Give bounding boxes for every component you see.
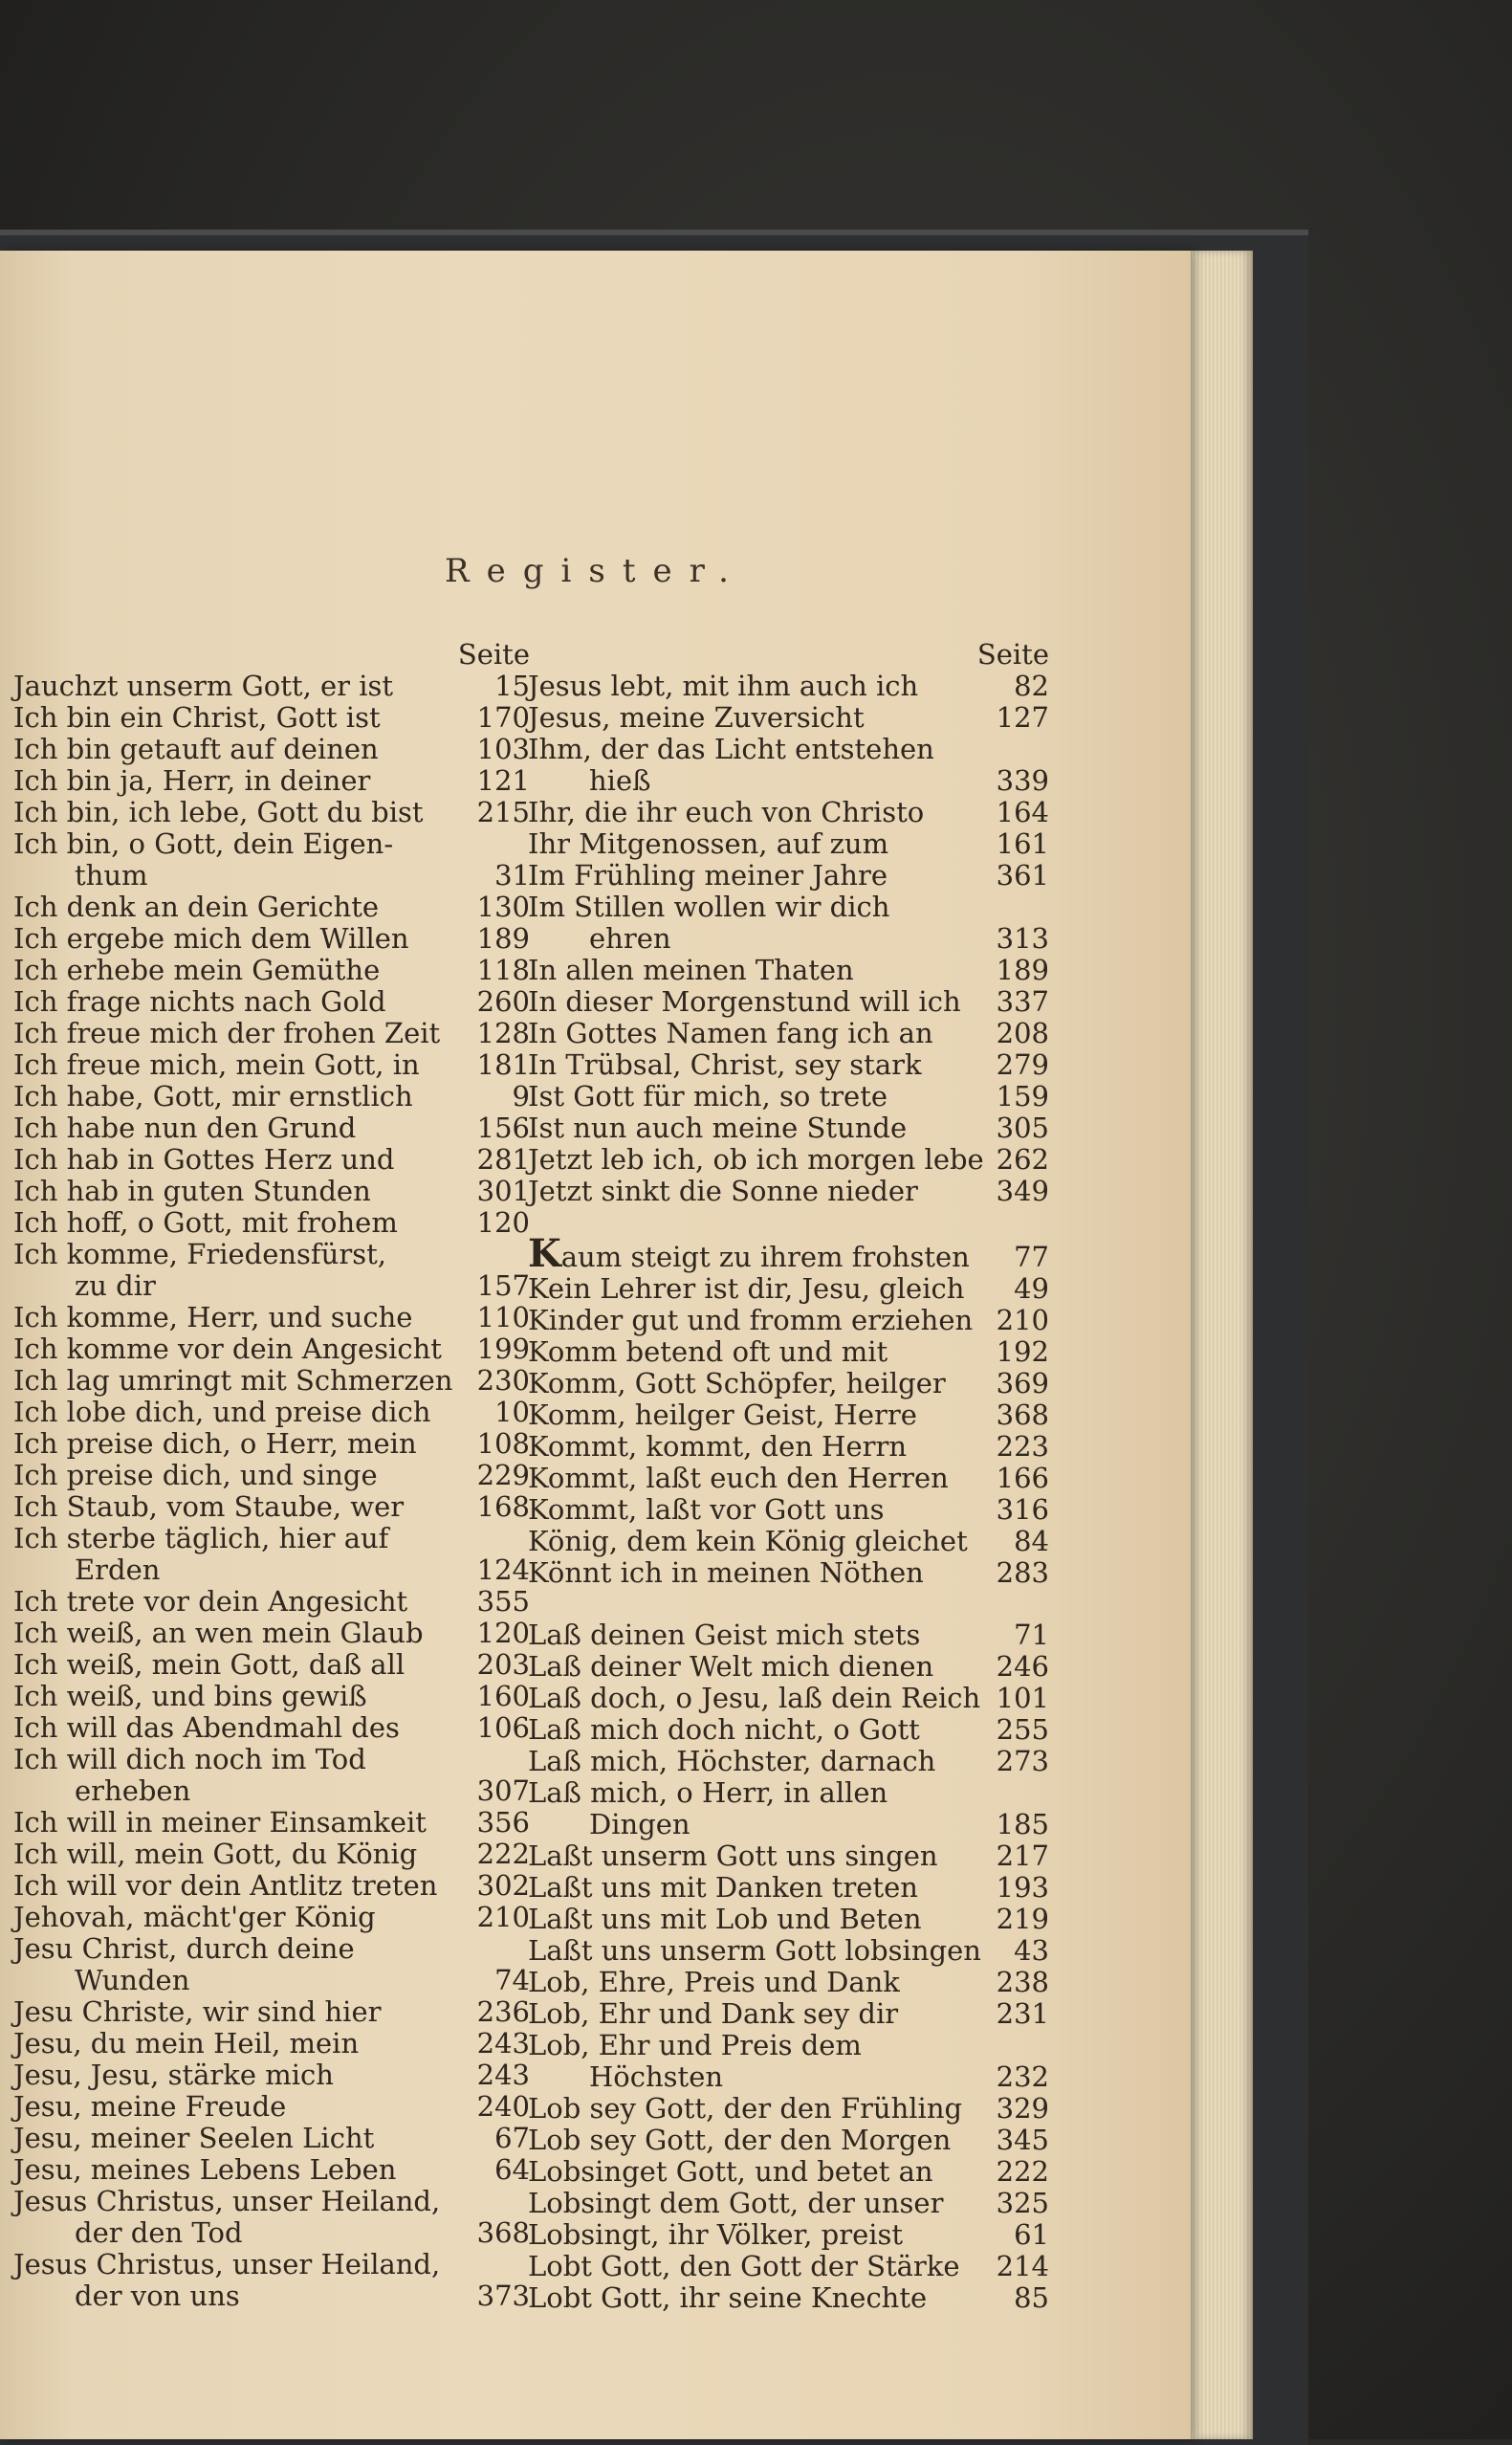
entry-continuation: Wunden: [75, 1964, 190, 1996]
page-number: 43: [1014, 1934, 1049, 1967]
index-entry: [13, 1523, 530, 1586]
page-number: 164: [996, 796, 1049, 828]
index-entry: [528, 1777, 1049, 1840]
index-entry: [13, 1807, 530, 1839]
entry-title: Ich denk an dein Gerichte: [13, 891, 380, 923]
page-number: 156: [476, 1112, 530, 1144]
entry-title: Ich habe nun den Grund: [13, 1112, 357, 1144]
index-entry: [13, 828, 530, 892]
index-entry: [528, 1935, 1049, 1967]
index-entry: [528, 1273, 1049, 1305]
index-entry: [13, 2123, 530, 2154]
entry-title: Lobsingt, ihr Völker, preist: [528, 2218, 904, 2251]
page-number: 159: [996, 1080, 1049, 1112]
page-number: 9: [512, 1080, 530, 1112]
entry-title: Ich ergebe mich dem Willen: [13, 922, 409, 955]
index-entry: [528, 1305, 1049, 1336]
page-number: 161: [996, 827, 1049, 860]
entry-title: Lob, Ehr und Preis dem: [528, 2029, 862, 2061]
entry-title: Ich bin ein Christ, Gott ist: [13, 701, 381, 734]
index-entry: [528, 2030, 1049, 2093]
index-entry: [528, 828, 1049, 860]
page-number: 313: [996, 922, 1049, 955]
page-number: 108: [476, 1427, 530, 1460]
page-number: 103: [476, 733, 530, 765]
page-number: 232: [996, 2060, 1049, 2093]
page-number: 181: [476, 1048, 530, 1081]
index-entry: [13, 1996, 530, 2028]
index-entry: [13, 1365, 530, 1397]
entry-title: Komm, heilger Geist, Herre: [528, 1399, 917, 1431]
index-entry: [528, 1144, 1049, 1176]
entry-continuation: der den Tod: [75, 2216, 243, 2249]
index-entry: [528, 1049, 1049, 1081]
entry-title: Kommt, laßt euch den Herren: [528, 1462, 949, 1494]
entry-title: Jesus, meine Zuversicht: [528, 701, 865, 734]
page-number: 170: [476, 701, 530, 734]
index-entry: [13, 1239, 530, 1302]
page-number: 369: [996, 1367, 1049, 1399]
entry-title: Jetzt leb ich, ob ich morgen lebe: [528, 1143, 984, 1176]
page-number: 189: [476, 922, 530, 955]
entry-title: Ihr, die ihr euch von Christo: [528, 796, 925, 828]
index-entry: [528, 1336, 1049, 1368]
page-number: 208: [996, 1017, 1049, 1049]
page-number: 157: [476, 1269, 530, 1302]
entry-title: Jesu, Jesu, stärke mich: [13, 2059, 334, 2091]
page-number: 283: [996, 1556, 1049, 1589]
entry-title: Lob sey Gott, der den Morgen: [528, 2124, 952, 2156]
index-entry: [528, 2156, 1049, 2188]
page-number: 246: [996, 1650, 1049, 1683]
index-entry: [528, 1176, 1049, 1207]
index-entry: [13, 1712, 530, 1744]
entry-title: Laß mich doch nicht, o Gott: [528, 1713, 920, 1746]
page-number: 305: [996, 1112, 1049, 1144]
page-number: 307: [476, 1774, 530, 1807]
entry-title: In allen meinen Thaten: [528, 954, 854, 986]
entry-title: Kommt, laßt vor Gott uns: [528, 1493, 885, 1526]
index-entry: [13, 1049, 530, 1081]
entry-title: Laßt uns mit Lob und Beten: [528, 1903, 922, 1935]
index-entry: [528, 1526, 1049, 1557]
page-number: 355: [476, 1585, 530, 1618]
index-entry: [528, 797, 1049, 828]
entry-title: Ich weiß, und bins gewiß: [13, 1680, 367, 1712]
index-entry: [13, 797, 530, 828]
index-entry: [528, 1840, 1049, 1872]
page-number: 368: [996, 1399, 1049, 1431]
entry-title: Ich komme vor dein Angesicht: [13, 1333, 442, 1365]
entry-title: Ich preise dich, o Herr, mein: [13, 1427, 417, 1460]
entry-continuation: erheben: [75, 1774, 191, 1807]
entry-title: Jesu, du mein Heil, mein: [13, 2027, 360, 2060]
page-number: 185: [996, 1808, 1049, 1840]
page-number: 301: [476, 1175, 530, 1207]
index-entry: [528, 1619, 1049, 1651]
group-gap: [528, 1589, 1049, 1619]
index-entry: [528, 1746, 1049, 1777]
index-entry: [528, 1872, 1049, 1904]
page-number: 118: [476, 954, 530, 986]
index-entry: [528, 1557, 1049, 1589]
entry-title: Laß deinen Geist mich stets: [528, 1619, 921, 1651]
page-number: 120: [476, 1206, 530, 1239]
page-number: 236: [476, 1995, 530, 2028]
entry-title: Ich will, mein Gott, du König: [13, 1838, 418, 1870]
entry-title: Ich bin, ich lebe, Gott du bist: [13, 796, 424, 828]
entry-title: Ich lag umringt mit Schmerzen: [13, 1364, 453, 1397]
entry-title: Jesu, meine Freude: [13, 2090, 287, 2123]
page-number: 262: [996, 1143, 1049, 1176]
entry-title: Ich trete vor dein Angesicht: [13, 1585, 408, 1618]
page-number: 361: [996, 859, 1049, 892]
index-entry: [13, 2060, 530, 2091]
entry-title: Ich erhebe mein Gemüthe: [13, 954, 381, 986]
index-entry: [13, 765, 530, 797]
index-entry: [13, 1491, 530, 1523]
index-entry: [528, 2219, 1049, 2251]
entry-title: Lob, Ehre, Preis und Dank: [528, 1966, 900, 1998]
page-number: 316: [996, 1493, 1049, 1526]
entry-continuation: hieß: [589, 764, 651, 797]
entry-title: Ich bin, o Gott, dein Eigen-: [13, 827, 394, 860]
entry-title: Lobt Gott, den Gott der Stärke: [528, 2250, 960, 2282]
index-entry: [13, 1933, 530, 1996]
entry-list-left: [13, 671, 530, 2312]
page-number: 222: [996, 2155, 1049, 2188]
entry-title: Ich Staub, vom Staube, wer: [13, 1490, 405, 1523]
index-entry: [528, 1494, 1049, 1526]
page-number: 203: [476, 1648, 530, 1681]
entry-title: Ihm, der das Licht entstehen: [528, 733, 934, 765]
index-entry: [13, 892, 530, 923]
entry-title: Laß mich, Höchster, darnach: [528, 1745, 936, 1777]
page-number: 349: [996, 1175, 1049, 1207]
index-entry: [528, 1112, 1049, 1144]
entry-title: Im Frühling meiner Jahre: [528, 859, 887, 892]
page-number: 130: [476, 891, 530, 923]
entry-title: Lobsingt dem Gott, der unser: [528, 2187, 944, 2219]
index-column-left: [13, 638, 530, 2312]
index-entry: [13, 1302, 530, 1333]
page-number: 106: [476, 1711, 530, 1744]
page-number: 210: [996, 1304, 1049, 1336]
page-number: 302: [476, 1869, 530, 1902]
page-number: 325: [996, 2187, 1049, 2219]
entry-continuation: ehren: [589, 922, 671, 955]
index-entry: [13, 1176, 530, 1207]
page-number: 15: [494, 670, 530, 702]
entry-title: Komm betend oft und mit: [528, 1335, 888, 1368]
initial-letter: K: [528, 1231, 561, 1276]
entry-title: Ist Gott für mich, so trete: [528, 1080, 888, 1112]
index-entry: [528, 986, 1049, 1018]
page-number: 101: [996, 1682, 1049, 1714]
page-number: 230: [476, 1364, 530, 1397]
entry-title: Ist nun auch meine Stunde: [528, 1112, 908, 1144]
entry-title: Ich will dich noch im Tod: [13, 1743, 366, 1775]
entry-title: Ich preise dich, und singe: [13, 1459, 378, 1491]
page-number: 64: [494, 2153, 530, 2186]
page-number: 238: [996, 1966, 1049, 1998]
entry-title: Jesus lebt, mit ihm auch ich: [528, 670, 919, 702]
index-entry: [13, 1460, 530, 1491]
page-number: 49: [1014, 1272, 1049, 1305]
index-entry: [13, 1681, 530, 1712]
entry-title: Lobsinget Gott, und betet an: [528, 2155, 933, 2188]
page-number: 337: [996, 985, 1049, 1018]
entry-title: In dieser Morgenstund will ich: [528, 985, 961, 1018]
page-number: 231: [996, 1997, 1049, 2030]
index-entry: [13, 955, 530, 986]
index-entry: [528, 2093, 1049, 2125]
page-edge: [1181, 251, 1253, 2439]
entry-title: Ich weiß, an wen mein Glaub: [13, 1617, 424, 1649]
page-number: 192: [996, 1335, 1049, 1368]
entry-title: Kein Lehrer ist dir, Jesu, gleich: [528, 1272, 965, 1305]
page-number: 222: [476, 1838, 530, 1870]
index-entry: [13, 1902, 530, 1933]
entry-title: Laß doch, o Jesu, laß dein Reich: [528, 1682, 981, 1714]
page-number: 255: [996, 1713, 1049, 1746]
index-entry: [13, 2186, 530, 2249]
index-entry: [528, 1018, 1049, 1049]
page-number: 356: [476, 1806, 530, 1839]
entry-title: Laß mich, o Herr, in allen: [528, 1776, 888, 1809]
page-number: 160: [476, 1680, 530, 1712]
index-entry: [528, 1463, 1049, 1494]
entry-title: Ich lobe dich, und preise dich: [13, 1396, 431, 1428]
book-page: [0, 251, 1191, 2439]
page-number: 243: [476, 2027, 530, 2060]
index-entry: [13, 1428, 530, 1460]
entry-continuation: thum: [75, 859, 148, 892]
index-entry: [528, 1651, 1049, 1683]
page-number: 223: [996, 1430, 1049, 1463]
entry-continuation: Höchsten: [589, 2060, 724, 2093]
group-gap: [528, 1207, 1049, 1238]
page-number: 74: [494, 1964, 530, 1996]
index-entry: [528, 1998, 1049, 2030]
page-number: 110: [476, 1301, 530, 1333]
entry-title: Jesu Christ, durch deine: [13, 1932, 355, 1965]
index-entry: [13, 2028, 530, 2060]
page-number: 373: [476, 2280, 530, 2312]
entry-title: Ich freue mich, mein Gott, in: [13, 1048, 420, 1081]
index-entry: [13, 2091, 530, 2123]
page-number: 281: [476, 1143, 530, 1176]
index-entry: [13, 1112, 530, 1144]
index-entry: [13, 1586, 530, 1618]
entry-title: Ich komme, Herr, und suche: [13, 1301, 413, 1333]
page-number: 368: [476, 2216, 530, 2249]
index-entry: [13, 2154, 530, 2186]
page-number: 243: [476, 2059, 530, 2091]
index-entry: [13, 734, 530, 765]
entry-title: In Gottes Namen fang ich an: [528, 1017, 933, 1049]
entry-title: Lob, Ehr und Dank sey dir: [528, 1997, 899, 2030]
index-entry: [13, 1744, 530, 1807]
entry-title: Jetzt sinkt die Sonne nieder: [528, 1175, 918, 1207]
entry-title: Jesu Christe, wir sind hier: [13, 1995, 382, 2028]
entry-title: Jesus Christus, unser Heiland,: [13, 2185, 441, 2217]
entry-title: Ich frage nichts nach Gold: [13, 985, 386, 1018]
index-entry: [13, 1144, 530, 1176]
page-number: 128: [476, 1017, 530, 1049]
entry-title: Kinder gut und fromm erziehen: [528, 1304, 974, 1336]
entry-title: Ihr Mitgenossen, auf zum: [528, 827, 889, 860]
page-number: 71: [1014, 1619, 1049, 1651]
page-number: 339: [996, 764, 1049, 797]
entry-title: Ich hoff, o Gott, mit frohem: [13, 1206, 398, 1239]
page-number: 217: [996, 1839, 1049, 1872]
entry-title: Komm, Gott Schöpfer, heilger: [528, 1367, 946, 1399]
page-number: 85: [1014, 2281, 1049, 2314]
entry-title: Lobt Gott, ihr seine Knechte: [528, 2281, 928, 2314]
page-number: 329: [996, 2092, 1049, 2125]
page-number: 193: [996, 1871, 1049, 1904]
page-number: 279: [996, 1048, 1049, 1081]
index-entry: [13, 923, 530, 955]
entry-title: Im Stillen wollen wir dich: [528, 891, 890, 923]
entry-title: Jauchzt unserm Gott, er ist: [13, 670, 394, 702]
index-entry: [528, 2188, 1049, 2219]
page-number: 199: [476, 1333, 530, 1365]
entry-continuation: zu dir: [75, 1269, 156, 1302]
index-entry: [13, 1839, 530, 1870]
index-entry: [528, 2125, 1049, 2156]
index-entry: [13, 1649, 530, 1681]
entry-title: Jesu, meiner Seelen Licht: [13, 2122, 375, 2154]
entry-continuation: der von uns: [75, 2280, 240, 2312]
entry-title: Ich sterbe täglich, hier auf: [13, 1522, 389, 1554]
index-entry: [528, 1399, 1049, 1431]
page-number: 229: [476, 1459, 530, 1491]
index-entry: [528, 860, 1049, 892]
page-number: 124: [476, 1553, 530, 1586]
page-title: Register.: [445, 552, 746, 590]
index-entry: [13, 1870, 530, 1902]
index-entry: [13, 1618, 530, 1649]
page-number: 10: [494, 1396, 530, 1428]
entry-title: Ich habe, Gott, mir ernstlich: [13, 1080, 413, 1112]
index-entry: [13, 1081, 530, 1112]
index-entry: [13, 702, 530, 734]
entry-title: Laßt unserm Gott uns singen: [528, 1839, 938, 1872]
index-entry: [528, 2282, 1049, 2314]
page-number: 82: [1014, 670, 1049, 702]
page-number: 273: [996, 1745, 1049, 1777]
entry-title: Ich bin getauft auf deinen: [13, 733, 379, 765]
index-entry: [528, 1683, 1049, 1714]
index-entry: [528, 1714, 1049, 1746]
page-number: 121: [476, 764, 530, 797]
page-number: 240: [476, 2090, 530, 2123]
page-number: 214: [996, 2250, 1049, 2282]
page-number: 215: [476, 796, 530, 828]
index-entry: [13, 1397, 530, 1428]
index-entry: [13, 1207, 530, 1239]
index-entry: [528, 1231, 1049, 1276]
index-entry: [528, 671, 1049, 702]
entry-list-right: [528, 671, 1049, 2314]
entry-title: Ich weiß, mein Gott, daß all: [13, 1648, 405, 1681]
entry-title: Lob sey Gott, der den Frühling: [528, 2092, 963, 2125]
entry-title: Laß deiner Welt mich dienen: [528, 1650, 934, 1683]
page-number: 345: [996, 2124, 1049, 2156]
index-entry: [13, 671, 530, 702]
index-entry: [13, 1018, 530, 1049]
entry-title: Ich freue mich der frohen Zeit: [13, 1017, 441, 1049]
page-number: 84: [1014, 1525, 1049, 1557]
seite-label-right: Seite: [976, 638, 1049, 671]
index-entry: [528, 702, 1049, 734]
page-number: 120: [476, 1617, 530, 1649]
index-entry: [528, 1368, 1049, 1399]
entry-title: Kommt, kommt, den Herrn: [528, 1430, 908, 1463]
entry-title: Kaum steigt zu ihrem frohsten: [528, 1231, 970, 1276]
index-entry: [528, 734, 1049, 797]
index-entry: [528, 2251, 1049, 2282]
page-number: 67: [494, 2122, 530, 2154]
page-number: 219: [996, 1903, 1049, 1935]
index-entry: [528, 1904, 1049, 1935]
page-number: 61: [1014, 2218, 1049, 2251]
page-number: 189: [996, 954, 1049, 986]
index-entry: [528, 955, 1049, 986]
entry-continuation: Erden: [75, 1553, 161, 1586]
index-entry: [13, 2249, 530, 2312]
entry-title: Jesu, meines Lebens Leben: [13, 2153, 397, 2186]
page-number: 31: [494, 859, 530, 892]
index-column-right: [528, 638, 1049, 2314]
entry-title: Ich hab in guten Stunden: [13, 1175, 371, 1207]
index-entry: [528, 1967, 1049, 1998]
entry-title: Ich will in meiner Einsamkeit: [13, 1806, 427, 1839]
index-entry: [528, 1081, 1049, 1112]
page-number: 210: [476, 1901, 530, 1933]
index-entry: [13, 986, 530, 1018]
entry-title: Jehovah, mächt'ger König: [13, 1901, 376, 1933]
index-entry: [528, 892, 1049, 955]
entry-title: Ich hab in Gottes Herz und: [13, 1143, 395, 1176]
entry-continuation: Dingen: [589, 1808, 690, 1840]
page-number: 77: [1014, 1241, 1049, 1273]
entry-title: In Trübsal, Christ, sey stark: [528, 1048, 922, 1081]
index-entry: [13, 1333, 530, 1365]
entry-title: Könnt ich in meinen Nöthen: [528, 1556, 924, 1589]
index-entry: [528, 1431, 1049, 1463]
entry-title: Laßt uns mit Danken treten: [528, 1871, 918, 1904]
seite-label-left: Seite: [457, 638, 530, 671]
entry-title: Laßt uns unserm Gott lobsingen: [528, 1934, 981, 1967]
page-number: 166: [996, 1462, 1049, 1494]
entry-title: Ich bin ja, Herr, in deiner: [13, 764, 371, 797]
entry-title: Ich will vor dein Antlitz treten: [13, 1869, 438, 1902]
entry-title: Ich will das Abendmahl des: [13, 1711, 400, 1744]
entry-title: Ich komme, Friedensfürst,: [13, 1238, 386, 1270]
page-number: 168: [476, 1490, 530, 1523]
page-number: 260: [476, 985, 530, 1018]
entry-title: König, dem kein König gleichet: [528, 1525, 968, 1557]
entry-title: Jesus Christus, unser Heiland,: [13, 2248, 441, 2280]
page-number: 127: [996, 701, 1049, 734]
